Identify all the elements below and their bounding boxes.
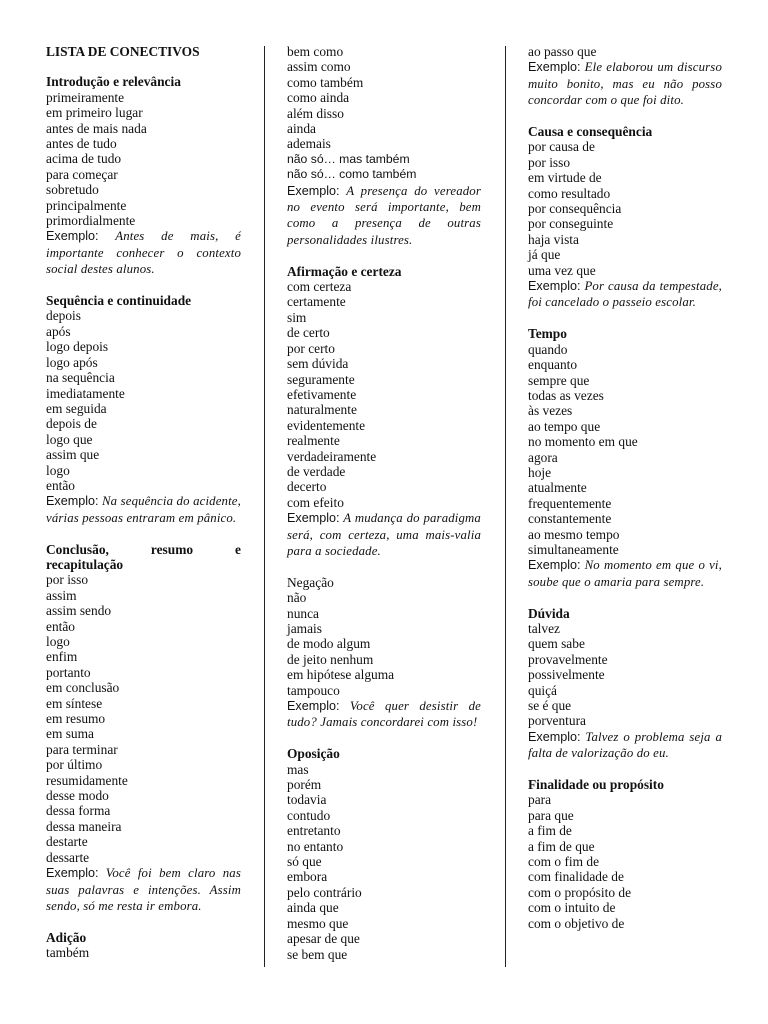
connective-item: de verdade (287, 463, 346, 479)
example-label: Exemplo: (528, 60, 581, 75)
connective-item: por último (46, 757, 103, 773)
example-label: Exemplo: (528, 729, 581, 744)
connective-item: no entanto (287, 838, 344, 854)
connective-item: assim que (46, 447, 100, 463)
connective-section (528, 606, 722, 762)
connective-item: ao mesmo tempo (528, 526, 620, 542)
example-label: Exemplo: (287, 699, 340, 714)
connective-item: haja vista (528, 231, 579, 247)
example-sentence (528, 729, 722, 762)
example-text: Antes de mais, é importante conhecer o contexto social destes alunos. (46, 229, 241, 277)
connective-item: com o fim de (528, 854, 600, 870)
connective-item: ainda que (287, 900, 339, 916)
example-text: Ele elaborou um discurso muito bonito, mas eu não posso concordar com o que foi dito. (528, 60, 722, 108)
connective-item: em conclusão (46, 680, 120, 696)
connective-item: tampouco (287, 682, 340, 698)
connective-item: agora (528, 449, 558, 465)
column-divider (264, 46, 265, 967)
connective-item: além disso (287, 105, 344, 121)
connective-item: verdadeiramente (287, 448, 377, 464)
connective-item: dessa maneira (46, 818, 122, 834)
column-1 (46, 44, 241, 961)
example-text: Talvez o problema seja a falta de valorização do eu. (528, 729, 722, 761)
connective-item: certamente (287, 294, 346, 310)
connective-item: já que (528, 247, 561, 263)
connective-item: sim (287, 309, 307, 325)
connective-item: às vezes (528, 403, 573, 419)
connective-item: jamais (287, 621, 322, 636)
connective-item: provavelmente (528, 651, 608, 667)
connective-item: de certo (287, 325, 330, 341)
example-label: Exemplo: (287, 183, 340, 198)
connective-section (46, 74, 241, 277)
connective-section (528, 124, 722, 311)
connective-item: ao passo que (528, 44, 597, 59)
connective-item: de modo algum (287, 636, 371, 652)
example-sentence (287, 183, 481, 249)
connective-item: antes de tudo (46, 136, 117, 152)
section-heading: Oposição (287, 746, 340, 762)
example-text: No momento em que o vi, soube que o amaria para sempre. (528, 558, 722, 589)
example-sentence (46, 865, 241, 914)
connective-item: quando (528, 341, 568, 357)
connective-item: em suma (46, 726, 94, 742)
connective-section (528, 777, 722, 931)
example-sentence (528, 278, 722, 311)
connective-item: por consequência (528, 201, 622, 217)
example-text: Na sequência do acidente, várias pessoas entraram em pânico. (46, 494, 241, 525)
column-2 (287, 44, 481, 962)
connective-item: não só… como também (287, 167, 417, 182)
connective-item: constantemente (528, 511, 612, 527)
connective-item: portanto (46, 664, 91, 680)
connective-item: com finalidade de (528, 869, 624, 885)
connective-item: ademais (287, 136, 331, 152)
connective-section (287, 746, 481, 962)
section-heading: Tempo (528, 326, 567, 342)
section-heading: Causa e consequência (528, 124, 653, 140)
connective-item: logo que (46, 431, 93, 447)
connective-item: a fim de que (528, 838, 595, 854)
connective-item: contudo (287, 807, 331, 823)
example-label: Exemplo: (46, 229, 99, 244)
connective-item: com o objetivo de (528, 915, 625, 931)
connective-item: na sequência (46, 370, 115, 386)
connective-item: a fim de (528, 823, 572, 839)
connective-item: com efeito (287, 494, 344, 510)
example-label: Exemplo: (528, 279, 581, 294)
column-3 (528, 44, 722, 931)
connective-item: enfim (46, 649, 78, 665)
connective-item: acima de tudo (46, 151, 122, 167)
connective-item: quiçá (528, 682, 557, 698)
connective-item: também (46, 945, 90, 961)
connective-item: destarte (46, 834, 88, 850)
connective-item: evidentemente (287, 417, 366, 433)
connective-item: apesar de que (287, 931, 360, 947)
connective-item: com certeza (287, 279, 352, 295)
connective-item: assim como (287, 59, 351, 75)
example-sentence (528, 557, 722, 590)
connective-item: então (46, 618, 75, 634)
connective-item: ainda (287, 121, 316, 137)
connective-item: depois (46, 308, 81, 324)
connective-item: no momento em que (528, 434, 638, 450)
connective-section (528, 326, 722, 590)
connective-item: em seguida (46, 400, 107, 416)
connective-section (46, 542, 241, 915)
connective-item: todas as vezes (528, 387, 604, 403)
connective-item: depois de (46, 416, 97, 432)
section-heading: Negação (287, 574, 334, 590)
connective-item: em resumo (46, 711, 106, 727)
connective-item: talvez (528, 620, 560, 636)
connective-item: então (46, 477, 75, 493)
connective-item: após (46, 323, 71, 339)
connective-section (528, 44, 722, 109)
connective-item: por isso (46, 572, 89, 588)
connective-item: só que (287, 854, 322, 870)
connective-item: assim sendo (46, 603, 112, 619)
connective-item: primordialmente (46, 213, 136, 229)
connective-item: desse modo (46, 788, 109, 804)
document-title: LISTA DE CONECTIVOS (46, 44, 200, 59)
connective-item: para que (528, 807, 574, 823)
connective-item: em síntese (46, 695, 103, 711)
example-text: Você foi bem claro nas suas palavras e intenções. Assim sendo, só me resta ir embora. (46, 866, 241, 913)
connective-item: sempre que (528, 372, 590, 388)
connective-item: bem como (287, 44, 344, 59)
connective-item: hoje (528, 464, 552, 480)
connective-item: com o intuito de (528, 900, 616, 916)
connective-item: como resultado (528, 185, 611, 201)
connective-item: nunca (287, 605, 319, 621)
section-heading: Finalidade ou propósito (528, 777, 664, 793)
section-heading: Conclusão, resumo e recapitulação (46, 541, 241, 572)
connective-item: todavia (287, 792, 327, 808)
connective-item: dessa forma (46, 803, 111, 819)
connective-item: embora (287, 869, 328, 885)
connective-item: seguramente (287, 371, 355, 387)
connective-item: não (287, 590, 307, 606)
example-text: Por causa da tempestade, foi cancelado o passeio escolar. (528, 279, 722, 310)
connective-item: entretanto (287, 823, 341, 839)
connective-item: para (528, 792, 552, 808)
connective-section (287, 575, 481, 731)
connective-item: de jeito nenhum (287, 651, 374, 667)
connective-item: imediatamente (46, 385, 125, 401)
example-sentence (46, 493, 241, 526)
section-heading: Introdução e relevância (46, 74, 181, 90)
example-text: Você quer desistir de tudo? Jamais concordarei com isso! (287, 699, 481, 730)
connective-item: por isso (528, 154, 571, 170)
connective-item: em primeiro lugar (46, 105, 143, 121)
example-sentence (287, 510, 481, 559)
column-divider (505, 46, 506, 967)
connective-item: logo após (46, 354, 98, 370)
connective-item: logo (46, 462, 70, 478)
connective-item: frequentemente (528, 495, 612, 511)
section-heading: Afirmação e certeza (287, 263, 402, 279)
connective-item: uma vez que (528, 262, 596, 278)
connective-item: com o propósito de (528, 884, 632, 900)
connective-item: como ainda (287, 90, 350, 106)
connective-item: resumidamente (46, 772, 128, 788)
example-label: Exemplo: (46, 866, 99, 881)
connective-item: sobretudo (46, 182, 99, 198)
connective-item: naturalmente (287, 402, 357, 418)
connective-item: por certo (287, 340, 335, 356)
example-text: A presença do vereador no evento será importante, bem como a presença de outras personalidades ilustres. (287, 183, 481, 247)
connective-item: não só… mas também (287, 151, 410, 166)
connective-item: quem sabe (528, 636, 585, 652)
connective-item: primeiramente (46, 89, 125, 105)
connective-item: em virtude de (528, 170, 602, 186)
connective-item: logo depois (46, 339, 109, 355)
connective-item: porventura (528, 713, 587, 729)
example-label: Exemplo: (46, 494, 99, 509)
example-sentence (46, 228, 241, 277)
connective-item: mas (287, 761, 309, 777)
connective-item: por causa de (528, 139, 595, 155)
connective-section (46, 930, 241, 961)
connective-item: como também (287, 74, 364, 90)
section-heading: Sequência e continuidade (46, 293, 192, 309)
connective-item: em hipótese alguma (287, 667, 395, 683)
connective-item: enquanto (528, 357, 578, 373)
connective-item: atualmente (528, 480, 587, 496)
example-text: A mudança do paradigma será, com certeza, uma mais-valia para a sociedade. (287, 511, 481, 558)
connective-item: se bem que (287, 946, 348, 962)
connective-item: simultaneamente (528, 541, 619, 557)
connective-item: para começar (46, 166, 118, 182)
connective-item: dessarte (46, 849, 90, 865)
connective-item: sem dúvida (287, 356, 349, 372)
example-sentence (287, 698, 481, 731)
connective-item: antes de mais nada (46, 120, 147, 136)
connective-item: pelo contrário (287, 884, 362, 900)
connective-item: se é que (528, 698, 572, 714)
connective-section (46, 293, 241, 526)
connective-item: efetivamente (287, 386, 357, 402)
example-label: Exemplo: (528, 558, 581, 573)
connective-item: mesmo que (287, 915, 349, 931)
connective-item: para terminar (46, 741, 118, 757)
connective-item: ao tempo que (528, 418, 601, 434)
connective-section (287, 264, 481, 560)
connective-item: assim (46, 587, 77, 603)
connective-item: porém (287, 777, 322, 793)
connective-item: logo (46, 634, 70, 649)
connective-item: principalmente (46, 197, 127, 213)
connective-item: por conseguinte (528, 216, 614, 232)
section-heading: Adição (46, 929, 87, 945)
example-label: Exemplo: (287, 511, 340, 526)
connective-section (287, 44, 481, 248)
section-heading: Dúvida (528, 605, 570, 621)
connective-item: decerto (287, 479, 327, 495)
connective-item: possivelmente (528, 667, 605, 683)
connective-item: realmente (287, 433, 340, 449)
example-sentence (528, 59, 722, 108)
